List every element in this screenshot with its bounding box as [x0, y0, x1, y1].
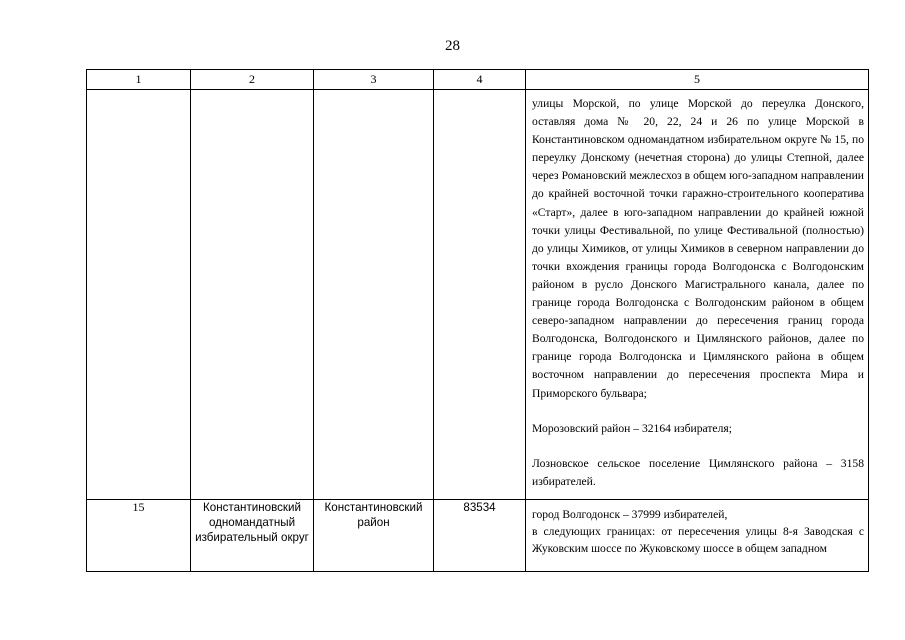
cell-center	[314, 90, 434, 500]
page-number: 28	[445, 38, 460, 54]
column-header-2: 2	[191, 70, 314, 90]
table-row-continuation	[87, 90, 869, 500]
boundary-line: город Волгодонск – 37999 избирателей,	[532, 508, 728, 521]
cell-boundaries	[526, 500, 869, 572]
cell-voters: 83534	[434, 500, 526, 572]
header-row	[87, 70, 869, 90]
cell-voters	[434, 90, 526, 500]
column-header-4: 4	[434, 70, 526, 90]
cell-district	[191, 90, 314, 500]
districts-table	[86, 69, 869, 572]
boundary-paragraph: Морозовский район – 32164 избирателя;	[532, 421, 732, 435]
cell-number: 15	[87, 500, 191, 572]
boundary-line: в следующих границах: от пересечения улицы 8-я Заводская с Жуковским шоссе по Жуковскому шоссе в общем западном	[532, 525, 864, 555]
cell-district: Константиновский одномандатный избирательный округ	[191, 500, 314, 572]
cell-number	[87, 90, 191, 500]
cell-boundaries	[526, 90, 869, 500]
boundary-paragraph: улицы Морской, по улице Морской до переулка Донского, оставляя дома № 20, 22, 24 и 26 по улице Морской в Константиновском одномандатном избирательном округе № 15, по переулку Донскому (нечетная сторона) до улицы Степной, далее через Романовский межлесхоз в общем юго-западном направлении до крайней восточной точки гаражно-строительного кооператива «Старт», далее в юго-западном направлении до крайней южной точки улицы Фестивальной, по улице Фестивальной (полностью) до улицы Химиков, от улицы Химиков в северном направлении до точки вхождения границы города Волгодонска с Волгодонским районом в русло Донского Магистрального канала, далее по границе города Волгодонска с Волгодонским районом в общем северо-западном направлении до пересечения границ города Волгодонска, Волгодонского и Цимлянского районов, далее по границе города Волгодонска и Цимлянского района в общем восточном направлении до пересечения проспекта Мира и Приморского бульвара;	[532, 97, 864, 400]
column-header-1: 1	[87, 70, 191, 90]
column-header-5: 5	[526, 70, 869, 90]
table-row-15	[87, 500, 869, 572]
column-header-3: 3	[314, 70, 434, 90]
cell-center: Константиновский район	[314, 500, 434, 572]
boundary-paragraph: Лозновское сельское поселение Цимлянского района – 3158 избирателей.	[532, 456, 864, 488]
